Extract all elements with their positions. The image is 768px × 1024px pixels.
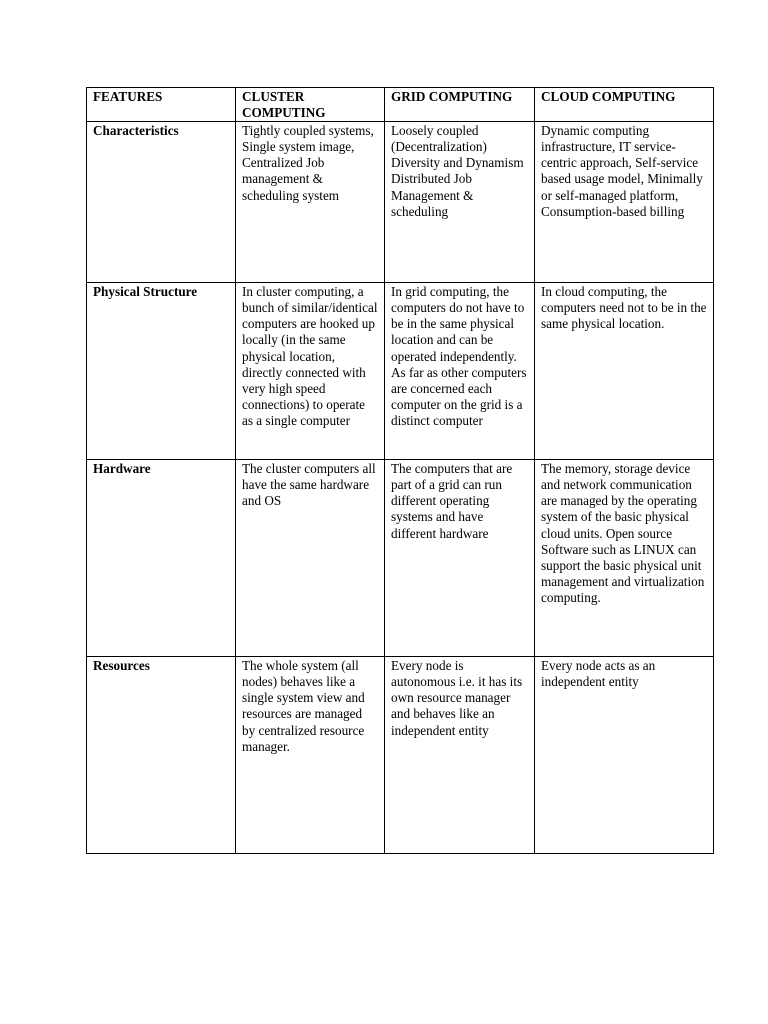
cloud-cell: In cloud computing, the computers need not to be in the same physical location.	[535, 283, 714, 460]
feature-cell: Resources	[87, 657, 236, 854]
table-row	[87, 122, 714, 283]
feature-cell: Physical Structure	[87, 283, 236, 460]
header-grid-computing: GRID COMPUTING	[385, 88, 535, 122]
cloud-cell: Dynamic computing infrastructure, IT service-centric approach, Self-service based usage model, Minimally or self-managed platform, Consumption-based billing	[535, 122, 714, 283]
cloud-cell: The memory, storage device and network communication are managed by the operating system of the basic physical cloud units. Open source Software such as LINUX can support the basic physical unit management and virtualization computing.	[535, 460, 714, 657]
feature-cell: Characteristics	[87, 122, 236, 283]
grid-cell: The computers that are part of a grid can run different operating systems and have different hardware	[385, 460, 535, 657]
table-row	[87, 657, 714, 854]
table-row	[87, 460, 714, 657]
table-row	[87, 283, 714, 460]
cluster-cell: Tightly coupled systems, Single system image, Centralized Job management & scheduling system	[236, 122, 385, 283]
grid-cell: In grid computing, the computers do not have to be in the same physical location and can be operated independently. As far as other computers are concerned each computer on the grid is a distinct computer	[385, 283, 535, 460]
feature-cell: Hardware	[87, 460, 236, 657]
cluster-cell: The whole system (all nodes) behaves like a single system view and resources are managed by centralized resource manager.	[236, 657, 385, 854]
header-features: FEATURES	[87, 88, 236, 122]
cluster-cell: In cluster computing, a bunch of similar/identical computers are hooked up locally (in the same physical location, directly connected with very high speed connections) to operate as a single computer	[236, 283, 385, 460]
grid-cell: Loosely coupled (Decentralization) Diversity and Dynamism Distributed Job Management & scheduling	[385, 122, 535, 283]
cloud-cell: Every node acts as an independent entity	[535, 657, 714, 854]
comparison-table	[86, 87, 714, 854]
header-cloud-computing: CLOUD COMPUTING	[535, 88, 714, 122]
table-header-row	[87, 88, 714, 122]
cluster-cell: The cluster computers all have the same hardware and OS	[236, 460, 385, 657]
header-cluster-computing: CLUSTER COMPUTING	[236, 88, 385, 122]
grid-cell: Every node is autonomous i.e. it has its own resource manager and behaves like an independent entity	[385, 657, 535, 854]
